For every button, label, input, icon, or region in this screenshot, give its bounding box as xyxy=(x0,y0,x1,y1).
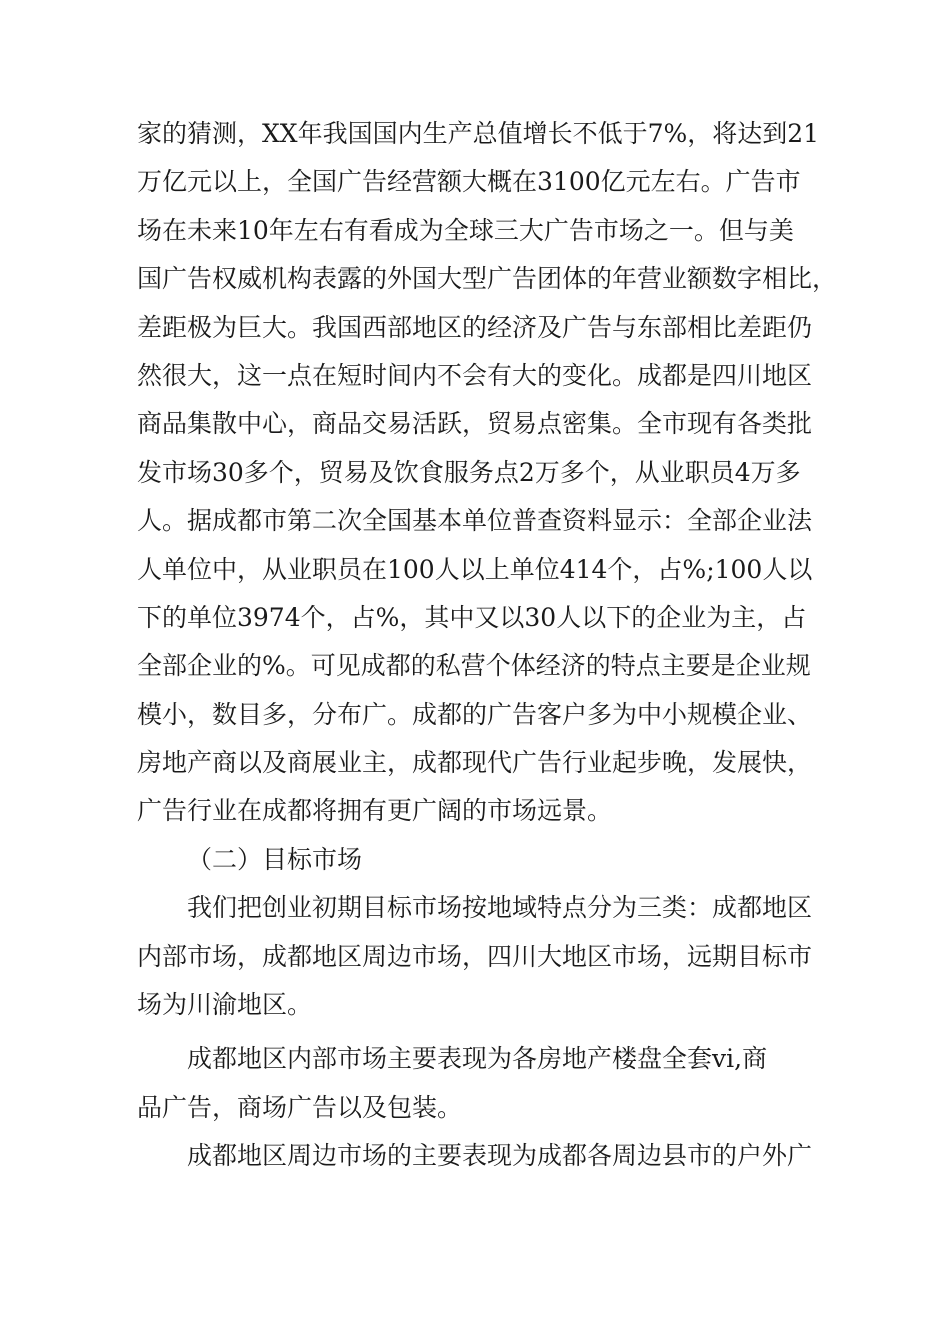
text-line: 广告行业在成都将拥有更广阔的市场远景。 xyxy=(137,796,613,826)
text-line: 模小，数目多，分布广。成都的广告客户多为中小规模企业、 xyxy=(137,699,813,729)
text-line: 万亿元以上，全国广告经营额大概在3100亿元左右。广告市 xyxy=(137,167,801,197)
text-line: 场为川渝地区。 xyxy=(137,990,313,1020)
text-line: 人。据成都市第二次全国基本单位普查资料显示：全部企业法 xyxy=(137,506,813,536)
text-line: 下的单位3974个，占%，其中又以30人以下的企业为主，占 xyxy=(137,602,807,632)
text-line: 品广告，商场广告以及包装。 xyxy=(137,1092,463,1122)
paragraph-market-overview xyxy=(137,110,837,836)
text-line: 全部企业的%。可见成都的私营个体经济的特点主要是企业规 xyxy=(137,651,811,681)
text-line: 成都地区周边市场的主要表现为成都各周边县市的户外广 xyxy=(187,1141,813,1171)
text-line: 场在未来10年左右有看成为全球三大广告市场之一。但与美 xyxy=(137,215,794,245)
section-heading: （二）目标市场 xyxy=(187,844,363,874)
text-line: 内部市场，成都地区周边市场，四川大地区市场，远期目标市 xyxy=(137,941,813,971)
paragraph-target-market xyxy=(137,884,837,1029)
paragraph-inner-market xyxy=(137,1035,837,1132)
text-line: 然很大，这一点在短时间内不会有大的变化。成都是四川地区 xyxy=(137,360,813,390)
text-line: 人单位中，从业职员在100人以上单位414个，占%;100人以 xyxy=(137,554,813,584)
text-line: 家的猜测，XX年我国国内生产总值增长不低于7%，将达到21 xyxy=(137,119,820,148)
text-line: 我们把创业初期目标市场按地域特点分为三类：成都地区 xyxy=(187,893,813,923)
text-line: 商品集散中心，商品交易活跃，贸易点密集。全市现有各类批 xyxy=(137,409,813,439)
text-line: 差距极为巨大。我国西部地区的经济及广告与东部相比差距仍 xyxy=(137,312,813,342)
document-body xyxy=(137,110,837,1181)
paragraph-outer-market xyxy=(137,1132,837,1180)
text-line: 成都地区内部市场主要表现为各房地产楼盘全套vi,商 xyxy=(187,1044,768,1074)
text-line: 发市场30多个，贸易及饮食服务点2万多个，从业职员4万多 xyxy=(137,457,801,487)
text-line: 国广告权威机构表露的外国大型广告团体的年营业额数字相比， xyxy=(137,264,838,294)
text-line: 房地产商以及商展业主，成都现代广告行业起步晚，发展快， xyxy=(137,748,813,778)
